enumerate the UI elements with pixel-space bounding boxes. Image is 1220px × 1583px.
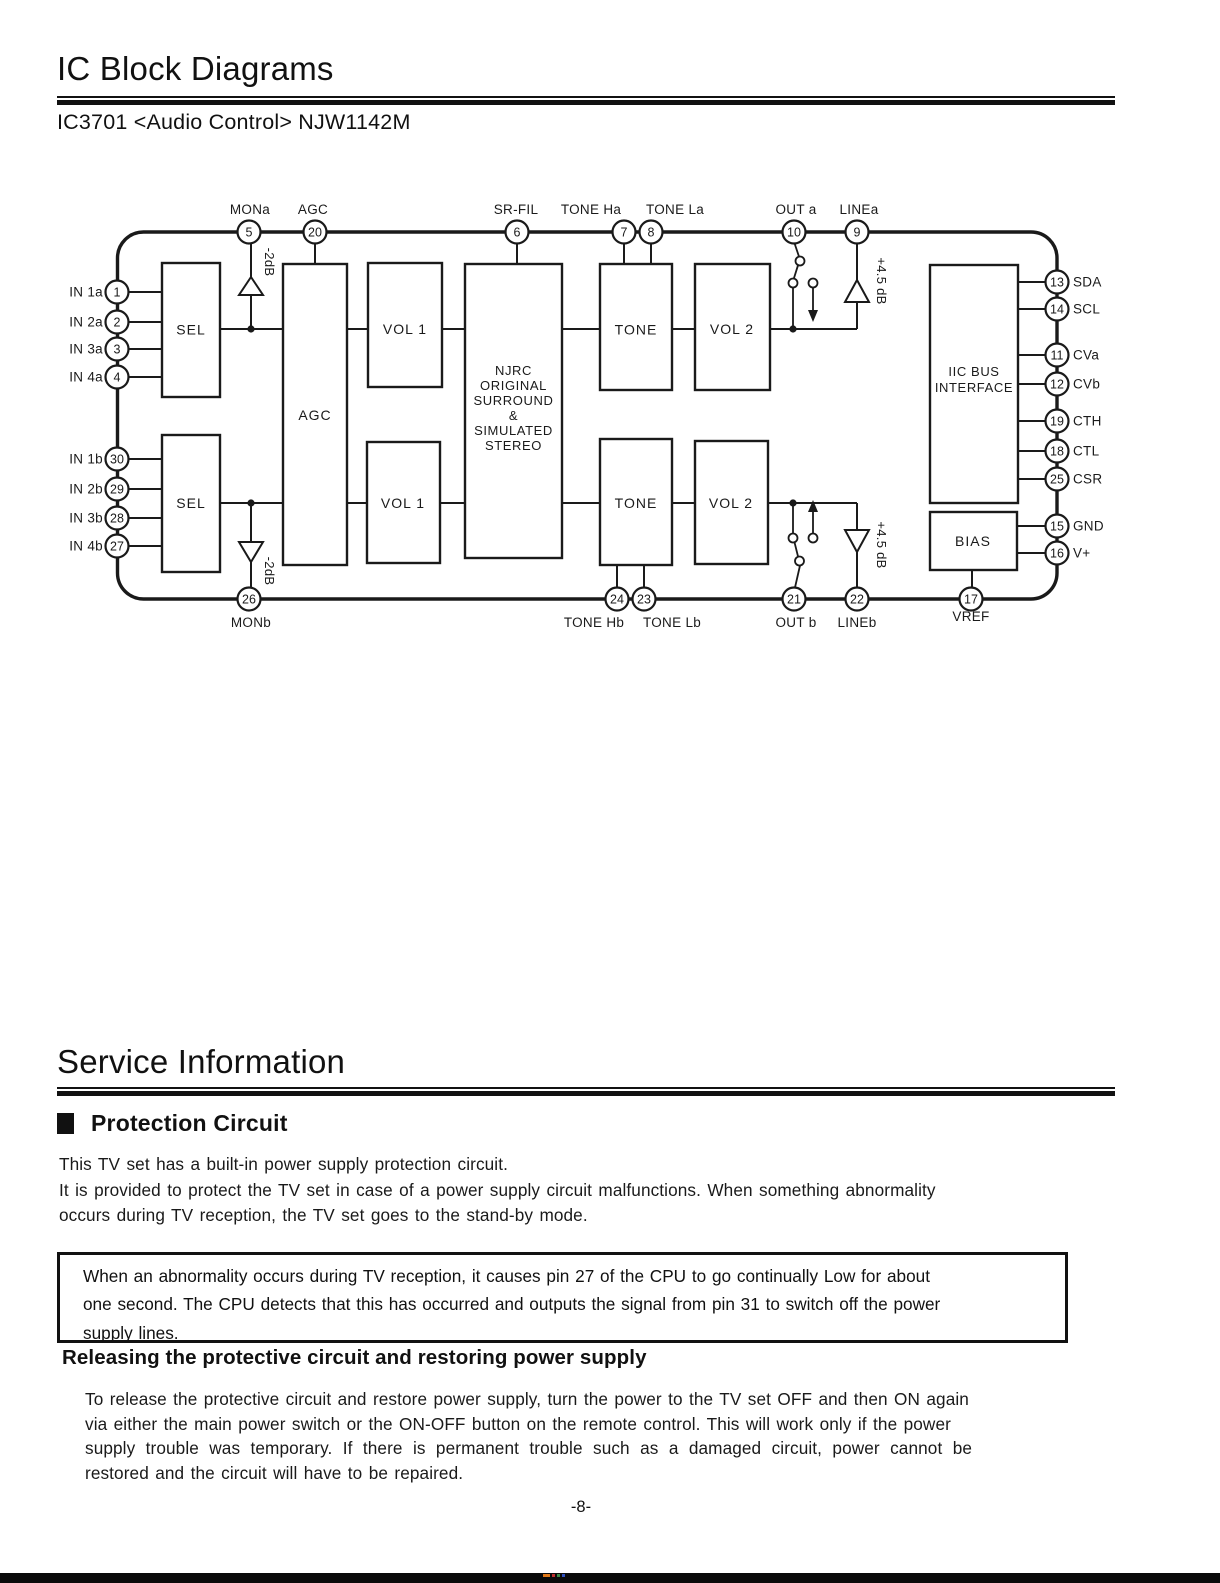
svg-text:CSR: CSR bbox=[1073, 471, 1103, 487]
page-number: -8- bbox=[570, 1498, 592, 1516]
svg-text:LINEb: LINEb bbox=[837, 615, 877, 630]
svg-text:IN 1a: IN 1a bbox=[69, 284, 103, 300]
label-bias: BIAS bbox=[955, 533, 991, 549]
svg-text:12: 12 bbox=[1050, 377, 1064, 392]
arrow-down-icon bbox=[808, 310, 818, 322]
svg-text:CTL: CTL bbox=[1073, 443, 1100, 459]
label-vol1-b: VOL 1 bbox=[380, 495, 426, 511]
svg-text:29: 29 bbox=[110, 482, 124, 497]
svg-text:INTERFACE: INTERFACE bbox=[934, 380, 1014, 395]
svg-text:VREF: VREF bbox=[952, 609, 990, 624]
label-sel-a: SEL bbox=[176, 321, 206, 338]
service-rule-thick bbox=[57, 1091, 1115, 1096]
scan-artifact-mark bbox=[557, 1574, 560, 1577]
mute-switch-a bbox=[789, 244, 819, 330]
square-bullet-icon bbox=[57, 1113, 74, 1134]
svg-text:4: 4 bbox=[113, 370, 121, 385]
svg-text:15: 15 bbox=[1050, 519, 1064, 534]
body-line: restored and the circuit will have to be repaired. bbox=[85, 1462, 464, 1483]
label-vol2-a: VOL 2 bbox=[709, 321, 755, 337]
title-rule-thin bbox=[57, 96, 1115, 98]
amp-minus2db-a-icon bbox=[239, 277, 263, 295]
svg-text:6: 6 bbox=[513, 225, 521, 240]
svg-text:&: & bbox=[508, 408, 519, 423]
svg-text:7: 7 bbox=[620, 225, 628, 240]
ic-block-diagram bbox=[0, 190, 1220, 645]
svg-text:26: 26 bbox=[242, 592, 256, 607]
svg-text:ORIGINAL: ORIGINAL bbox=[480, 378, 547, 393]
amp-plus45db-a-icon bbox=[845, 280, 869, 302]
gain-line-b: +4.5 dB bbox=[874, 521, 889, 569]
svg-text:SURROUND: SURROUND bbox=[473, 393, 554, 408]
mute-switch-b bbox=[789, 500, 819, 588]
svg-text:17: 17 bbox=[964, 592, 978, 607]
svg-text:16: 16 bbox=[1050, 546, 1064, 561]
svg-text:28: 28 bbox=[110, 511, 124, 526]
svg-text:2: 2 bbox=[113, 315, 121, 330]
releasing-subheading: Releasing the protective circuit and restoring power supply bbox=[62, 1346, 647, 1369]
svg-text:22: 22 bbox=[850, 592, 864, 607]
svg-text:14: 14 bbox=[1050, 302, 1064, 317]
svg-text:TONE Hb: TONE Hb bbox=[563, 615, 625, 630]
svg-text:8: 8 bbox=[647, 225, 655, 240]
intro-line: occurs during TV reception, the TV set goes to the stand-by mode. bbox=[59, 1205, 588, 1225]
svg-text:OUT a: OUT a bbox=[775, 202, 817, 217]
svg-text:11: 11 bbox=[1050, 348, 1064, 363]
svg-text:IIC BUS: IIC BUS bbox=[948, 364, 1000, 379]
body-line: supply trouble was temporary. If there is permanent trouble such as a damaged circuit, power cannot be bbox=[85, 1438, 973, 1459]
svg-text:3: 3 bbox=[113, 342, 121, 357]
svg-text:MONa: MONa bbox=[229, 202, 271, 217]
svg-text:IN 3a: IN 3a bbox=[69, 341, 103, 357]
svg-text:IN 4b: IN 4b bbox=[69, 538, 103, 554]
note-line: When an abnormality occurs during TV reception, it causes pin 27 of the CPU to go continually Low for about bbox=[83, 1266, 931, 1286]
svg-text:AGC: AGC bbox=[297, 202, 329, 217]
svg-text:30: 30 bbox=[110, 452, 124, 467]
body-line: via either the main power switch or the ON-OFF button on the remote control. This will work only if the power bbox=[85, 1413, 951, 1434]
svg-text:SR-FIL: SR-FIL bbox=[493, 202, 539, 217]
svg-text:18: 18 bbox=[1050, 444, 1064, 459]
svg-text:27: 27 bbox=[110, 539, 124, 554]
svg-text:SIMULATED: SIMULATED bbox=[474, 423, 553, 438]
gain-mon-b: -2dB bbox=[262, 556, 277, 586]
svg-text:25: 25 bbox=[1050, 472, 1064, 487]
svg-text:LINEa: LINEa bbox=[839, 202, 879, 217]
svg-text:MONb: MONb bbox=[230, 615, 272, 630]
svg-text:GND: GND bbox=[1073, 518, 1104, 534]
scan-artifact-mark bbox=[562, 1574, 565, 1577]
label-vol1-a: VOL 1 bbox=[382, 321, 428, 337]
svg-text:24: 24 bbox=[610, 592, 624, 607]
svg-text:IN 2b: IN 2b bbox=[69, 481, 103, 497]
svg-text:9: 9 bbox=[853, 225, 861, 240]
label-vol2-b: VOL 2 bbox=[708, 495, 754, 511]
svg-text:23: 23 bbox=[637, 592, 651, 607]
svg-text:OUT b: OUT b bbox=[775, 615, 817, 630]
svg-text:TONE Lb: TONE Lb bbox=[642, 615, 702, 630]
gain-line-a: +4.5 dB bbox=[874, 257, 889, 305]
service-rule-thin bbox=[57, 1087, 1115, 1089]
protection-circuit-heading bbox=[57, 1110, 288, 1137]
amp-plus45db-b-icon bbox=[845, 530, 869, 552]
svg-text:1: 1 bbox=[113, 285, 121, 300]
svg-text:13: 13 bbox=[1050, 275, 1064, 290]
label-tone-a: TONE bbox=[614, 321, 658, 338]
svg-text:IN 1b: IN 1b bbox=[69, 451, 103, 467]
note-line: one second. The CPU detects that this has occurred and outputs the signal from pin 31 to switch off the power bbox=[83, 1294, 941, 1315]
body-line: To release the protective circuit and restore power supply, turn the power to the TV set OFF and then ON again bbox=[85, 1389, 969, 1409]
title-rule-thick bbox=[57, 100, 1115, 105]
svg-text:IN 3b: IN 3b bbox=[69, 510, 103, 526]
svg-text:CVa: CVa bbox=[1073, 347, 1100, 363]
svg-text:IN 4a: IN 4a bbox=[69, 369, 103, 385]
svg-text:21: 21 bbox=[787, 592, 801, 607]
amp-minus2db-b-icon bbox=[239, 542, 263, 562]
svg-text:TONE Ha: TONE Ha bbox=[560, 202, 622, 217]
svg-text:20: 20 bbox=[308, 225, 322, 240]
svg-text:CTH: CTH bbox=[1073, 413, 1102, 429]
releasing-body bbox=[85, 1387, 972, 1485]
scan-bottom-bar bbox=[0, 1573, 1220, 1583]
service-heading: Service Information bbox=[57, 1043, 346, 1080]
arrow-up-icon bbox=[808, 500, 818, 512]
svg-text:SCL: SCL bbox=[1073, 301, 1101, 317]
gain-mon-a: -2dB bbox=[262, 247, 277, 277]
scan-artifact-mark bbox=[543, 1574, 550, 1577]
label-tone-b: TONE bbox=[614, 495, 658, 511]
svg-text:SDA: SDA bbox=[1073, 274, 1102, 290]
page-title: IC Block Diagrams bbox=[57, 50, 334, 87]
svg-text:NJRC: NJRC bbox=[494, 363, 533, 378]
intro-line: This TV set has a built-in power supply protection circuit. bbox=[59, 1154, 508, 1174]
svg-text:TONE La: TONE La bbox=[645, 202, 705, 217]
abnormality-note-box bbox=[57, 1252, 1068, 1343]
svg-text:IN 2a: IN 2a bbox=[69, 314, 103, 330]
label-sel-b: SEL bbox=[176, 495, 206, 511]
ic-subtitle: IC3701 <Audio Control> NJW1142M bbox=[57, 110, 411, 134]
note-line: supply lines. bbox=[83, 1322, 179, 1343]
svg-text:V+: V+ bbox=[1073, 545, 1091, 561]
protection-intro bbox=[59, 1152, 936, 1229]
scan-artifact-mark bbox=[552, 1574, 555, 1577]
svg-text:CVb: CVb bbox=[1073, 376, 1101, 392]
svg-text:5: 5 bbox=[245, 225, 253, 240]
svg-text:STEREO: STEREO bbox=[484, 438, 543, 453]
intro-line: It is provided to protect the TV set in case of a power supply circuit malfunctions. When something abnormality bbox=[59, 1179, 936, 1200]
label-agc: AGC bbox=[298, 407, 332, 423]
svg-text:19: 19 bbox=[1050, 414, 1064, 429]
svg-text:10: 10 bbox=[787, 225, 801, 240]
protection-circuit-title: Protection Circuit bbox=[91, 1110, 288, 1136]
